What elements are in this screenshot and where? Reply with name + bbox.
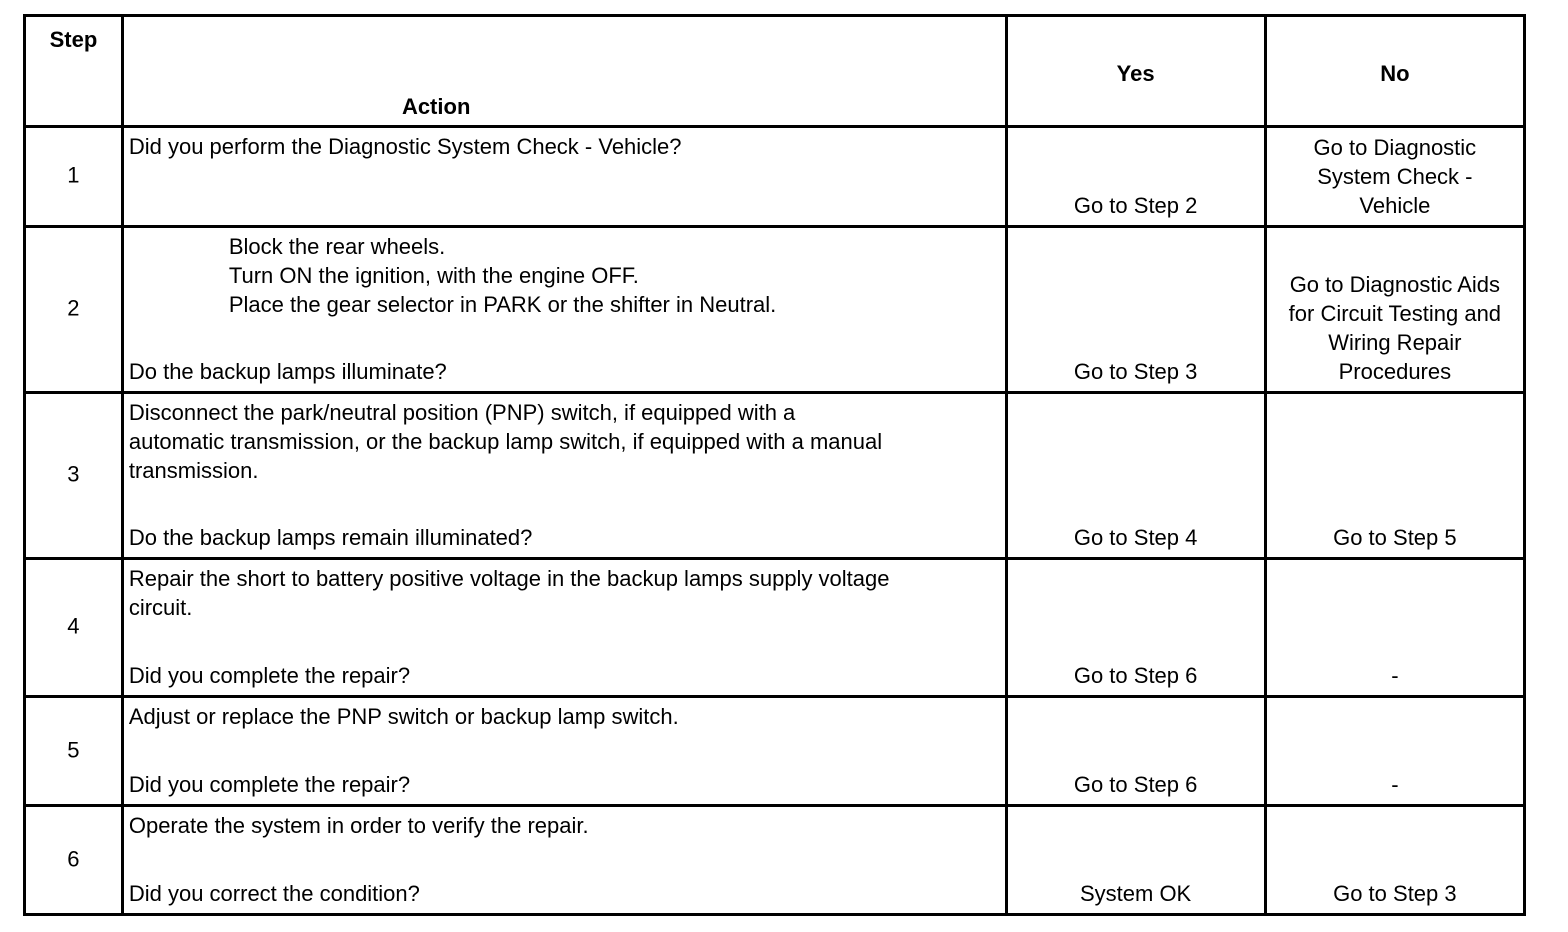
action-question: Did you complete the repair? <box>128 663 411 688</box>
no-result: Go to Diagnostic System Check - Vehicle <box>1313 135 1477 218</box>
table-row <box>25 806 1525 915</box>
header-yes: Yes <box>1116 61 1155 86</box>
step-number: 6 <box>67 846 80 871</box>
header-step: Step <box>49 27 98 52</box>
diagnostic-table <box>23 14 1526 916</box>
no-result: - <box>1391 663 1399 688</box>
header-action: Action <box>401 94 471 119</box>
no-result: Go to Diagnostic Aids for Circuit Testing and Wiring Repair Procedures <box>1288 272 1502 384</box>
action-text: Repair the short to battery positive voltage in the backup lamps supply voltage circuit. <box>128 566 890 620</box>
table-row <box>25 227 1525 393</box>
step-number: 1 <box>67 162 80 188</box>
table-row <box>25 697 1525 806</box>
action-list <box>129 232 999 319</box>
table-row <box>25 559 1525 697</box>
step-number: 4 <box>67 613 80 639</box>
table-row <box>25 393 1525 559</box>
header-row <box>25 16 1525 127</box>
action-text: Did you perform the Diagnostic System Check - Vehicle? <box>128 134 682 159</box>
header-action-cell <box>122 16 1006 127</box>
yes-result: Go to Step 4 <box>1073 525 1198 550</box>
step-number: 2 <box>67 295 80 321</box>
action-list-item: Turn ON the ignition, with the engine OFF. <box>228 263 639 288</box>
action-question: Did you complete the repair? <box>128 772 411 797</box>
action-question: Did you correct the condition? <box>128 881 420 906</box>
step-number: 3 <box>67 461 80 487</box>
no-result: Go to Step 3 <box>1333 881 1457 906</box>
no-result: Go to Step 5 <box>1333 525 1457 550</box>
action-list-item: Place the gear selector in PARK or the shifter in Neutral. <box>228 292 777 317</box>
yes-result: Go to Step 2 <box>1073 193 1198 218</box>
action-text: Operate the system in order to verify the repair. <box>128 813 589 838</box>
yes-result: Go to Step 3 <box>1073 359 1198 384</box>
action-list-item: Block the rear wheels. <box>228 234 446 259</box>
header-yes-cell <box>1006 16 1265 127</box>
yes-result: Go to Step 6 <box>1073 663 1198 688</box>
action-question: Do the backup lamps remain illuminated? <box>128 525 533 550</box>
table-row <box>25 127 1525 227</box>
header-no-cell <box>1265 16 1524 127</box>
action-text: Disconnect the park/neutral position (PNP) switch, if equipped with a automatic transmission, or the backup lamp switch, if equipped with a manual transmission. <box>128 400 883 483</box>
action-question: Do the backup lamps illuminate? <box>128 359 447 384</box>
yes-result: Go to Step 6 <box>1073 772 1198 797</box>
action-text: Adjust or replace the PNP switch or backup lamp switch. <box>128 704 679 729</box>
header-no: No <box>1380 61 1410 86</box>
step-number: 5 <box>67 737 80 762</box>
yes-result: System OK <box>1079 881 1192 906</box>
no-result: - <box>1391 772 1399 797</box>
